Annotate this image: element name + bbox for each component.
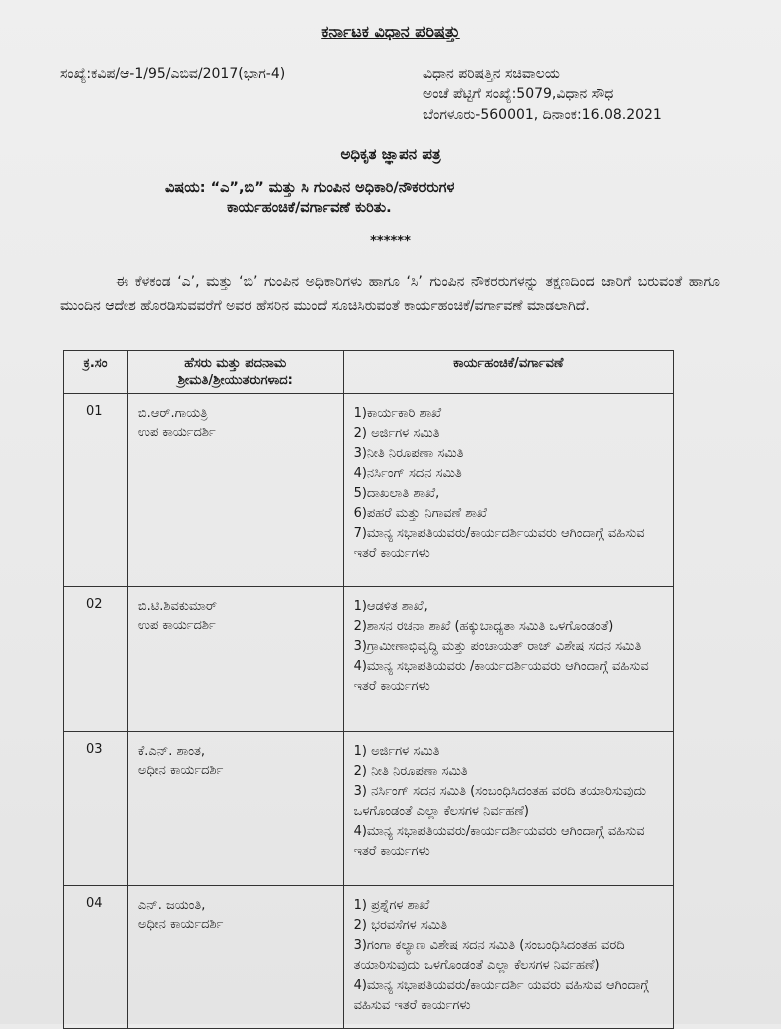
header-name-line-1: ಹೆಸರು ಮತ್ತು ಪದನಾಮ: [184, 356, 287, 371]
duty-item: 1)ಆಡಳಿತ ಶಾಖೆ,: [353, 599, 428, 614]
duty-allocation-table: [63, 350, 674, 1029]
duties-cell: [343, 886, 673, 1029]
officer-designation: ಉಪ ಕಾರ್ಯದರ್ಶಿ: [137, 618, 216, 633]
subject-line-1: ವಿಷಯ: “ಎ”,ಬಿ” ಮತ್ತು ಸಿ ಗುಂಪಿನ ಅಧಿಕಾರಿ/ನೌಕರರುಗಳ: [165, 180, 455, 196]
body-paragraph-text: ಈ ಕೆಳಕಂಡ ‘ಎ’, ಮತ್ತು ‘ಬಿ’ ಗುಂಪಿನ ಅಧಿಕಾರಿಗಳು ಹಾಗೂ ‘ಸಿ’ ಗುಂಪಿನ ನೌಕರರುಗಳನ್ನು ತಕ್ಷಣದಿಂದ ಜಾರಿಗೆ ಬರುವಂತೆ ಹಾಗೂ ಮುಂದಿನ ಆದೇಶ ಹೊರಡಿಸುವವರೆಗೆ ಅವರ ಹೆಸರಿನ ಮುಂದೆ ಸೂಚಿಸಿರುವಂತೆ ಕಾರ್ಯಹಂಚಿಕೆ/ವರ್ಗಾವಣೆ ಮಾಡಲಾಗಿದೆ.: [60, 274, 720, 314]
subject-line-2: ಕಾರ್ಯಹಂಚಿಕೆ/ವರ್ಗಾವಣೆ ಕುರಿತು.: [227, 200, 392, 216]
header-serial: ಕ್ರ.ಸಂ: [64, 351, 128, 394]
address-line-1: ವಿಧಾನ ಪರಿಷತ್ತಿನ ಸಚಿವಾಲಯ: [423, 66, 560, 82]
name-cell: [127, 886, 343, 1029]
duty-item: 6)ಪಹರೆ ಮತ್ತು ನಿಗಾವಣೆ ಶಾಖೆ: [353, 506, 487, 521]
duty-item: 7)ಮಾನ್ಯ ಸಭಾಪತಿಯವರು/ಕಾರ್ಯದರ್ಶಿಯವರು ಆಗಿಂದಾಗ್ಗೆ ವಹಿಸುವ ಇತರೆ ಕಾರ್ಯಗಳು: [353, 526, 645, 561]
officer-name: ಎನ್. ಜಯಂತಿ,: [137, 898, 206, 913]
table-row: [64, 732, 674, 886]
duties-cell: [343, 587, 673, 732]
duty-item: 4)ಮಾನ್ಯ ಸಭಾಪತಿಯವರು /ಕಾರ್ಯದರ್ಶಿಯವರು ಆಗಿಂದಾಗ್ಗೆ ವಹಿಸುವ ಇತರೆ ಕಾರ್ಯಗಳು: [353, 659, 649, 694]
document-title: ಕರ್ನಾಟಕ ವಿಧಾನ ಪರಿಷತ್ತು: [321, 22, 460, 41]
duty-item: 3)ಗ್ರಾಮೀಣಾಭಿವೃದ್ಧಿ ಮತ್ತು ಪಂಚಾಯತ್ ರಾಜ್ ವಿಶೇಷ ಸದನ ಸಮಿತಿ: [353, 639, 642, 654]
officer-name: ಬಿ.ಆರ್.ಗಾಯತ್ರಿ: [137, 406, 208, 421]
duty-item: 3) ನರ್ಸಿಂಗ್ ಸದನ ಸಮಿತಿ (ಸಂಬಂಧಿಸಿದಂತಹ ವರದಿ ತಯಾರಿಸುವುದು ಒಳಗೊಂಡಂತೆ ಎಲ್ಲಾ ಕೆಲಸಗಳ ನಿರ್ವಹಣೆ): [353, 784, 647, 819]
duty-item: 2) ನೀತಿ ನಿರೂಪಣಾ ಸಮಿತಿ: [353, 764, 468, 779]
name-cell: [127, 394, 343, 587]
serial-cell: 04: [64, 886, 128, 1029]
duty-item: 4)ನರ್ಸಿಂಗ್ ಸದನ ಸಮಿತಿ: [353, 466, 462, 481]
duties-cell: [343, 394, 673, 587]
serial-cell: 02: [64, 587, 128, 732]
header-name-line-2: ಶ್ರೀಮತಿ/ಶ್ರೀಯುತರುಗಳಾದ:: [177, 373, 293, 388]
separator: ******: [370, 234, 411, 249]
duties-cell: [343, 732, 673, 886]
duty-item: 4)ಮಾನ್ಯ ಸಭಾಪತಿಯವರು/ಕಾರ್ಯದರ್ಶಿಯವರು ಆಗಿಂದಾಗ್ಗೆ ವಹಿಸುವ ಇತರೆ ಕಾರ್ಯಗಳು: [353, 824, 645, 859]
duty-item: 1)ಕಾರ್ಯಕಾರಿ ಶಾಖೆ: [353, 406, 442, 421]
serial-cell: 01: [64, 394, 128, 587]
address-line-2: ಅಂಚೆ ಪೆಟ್ಟಿಗೆ ಸಂಖ್ಯೆ:5079,ವಿಧಾನ ಸೌಧ: [423, 86, 614, 102]
duties-list: [354, 404, 667, 564]
body-paragraph: [60, 270, 720, 318]
duties-list: [354, 597, 667, 697]
officer-designation: ಅಧೀನ ಕಾರ್ಯದರ್ಶಿ: [137, 917, 224, 932]
officer-name: ಕೆ.ಎನ್. ಶಾಂತ,: [137, 744, 205, 759]
serial-cell: 03: [64, 732, 128, 886]
name-cell: [127, 587, 343, 732]
name-cell: [127, 732, 343, 886]
reference-number: ಸಂಖ್ಯೆ:ಕವಿಪ/ಆ-1/95/ಎಬಿವ/2017(ಭಾಗ-4): [60, 66, 286, 82]
officer-designation: ಉಪ ಕಾರ್ಯದರ್ಶಿ: [137, 425, 216, 440]
duty-item: 1) ಅರ್ಜಿಗಳ ಸಮಿತಿ: [353, 744, 440, 759]
duty-item: 2) ಅರ್ಜಿಗಳ ಸಮಿತಿ: [353, 426, 440, 441]
duty-item: 2)ಶಾಸನ ರಚನಾ ಶಾಖೆ (ಹಕ್ಕುಬಾಧ್ಯತಾ ಸಮಿತಿ ಒಳಗೊಂಡಂತೆ): [353, 619, 614, 634]
table-header-row: [64, 351, 674, 394]
duty-item: 4)ಮಾನ್ಯ ಸಭಾಪತಿಯವರು/ಕಾರ್ಯದರ್ಶಿ ಯವರು ವಹಿಸುವ ಆಗಿಂದಾಗ್ಗೆ ವಹಿಸುವ ಇತರೆ ಕಾರ್ಯಗಳು: [353, 978, 649, 1013]
header-duties: ಕಾರ್ಯಹಂಚಿಕೆ/ವರ್ಗಾವಣೆ: [343, 351, 673, 394]
duty-item: 5)ದಾಖಲಾತಿ ಶಾಖೆ,: [353, 486, 440, 501]
officer-name: ಬಿ.ಟಿ.ಶಿವಕುಮಾರ್: [137, 599, 217, 614]
duty-item: 3)ಗಂಗಾ ಕಲ್ಯಾಣ ವಿಶೇಷ ಸದನ ಸಮಿತಿ (ಸಂಬಂಧಿಸಿದಂತಹ ವರದಿ ತಯಾರಿಸುವುದು ಒಳಗೊಂಡಂತೆ ಎಲ್ಲಾ ಕೆಲಸಗಳ ನಿರ್ವಹಣೆ): [353, 938, 625, 973]
duties-list: [354, 742, 667, 862]
duties-list: [354, 896, 667, 1016]
duty-item: 3)ನೀತಿ ನಿರೂಪಣಾ ಸಮಿತಿ: [353, 446, 464, 461]
table-row: [64, 394, 674, 587]
header-name: [127, 351, 343, 394]
duty-item: 2) ಭರವಸೆಗಳ ಸಮಿತಿ: [353, 918, 448, 933]
address-line-3: ಬೆಂಗಳೂರು-560001, ದಿನಾಂಕ:16.08.2021: [423, 107, 662, 123]
memo-title: ಅಧಿಕೃತ ಜ್ಞಾಪನ ಪತ್ರ: [340, 145, 441, 163]
duty-item: 1) ಪ್ರಶ್ನೆಗಳ ಶಾಖೆ: [353, 898, 430, 913]
table-row: [64, 886, 674, 1029]
table-row: [64, 587, 674, 732]
officer-designation: ಅಧೀನ ಕಾರ್ಯದರ್ಶಿ: [137, 763, 224, 778]
